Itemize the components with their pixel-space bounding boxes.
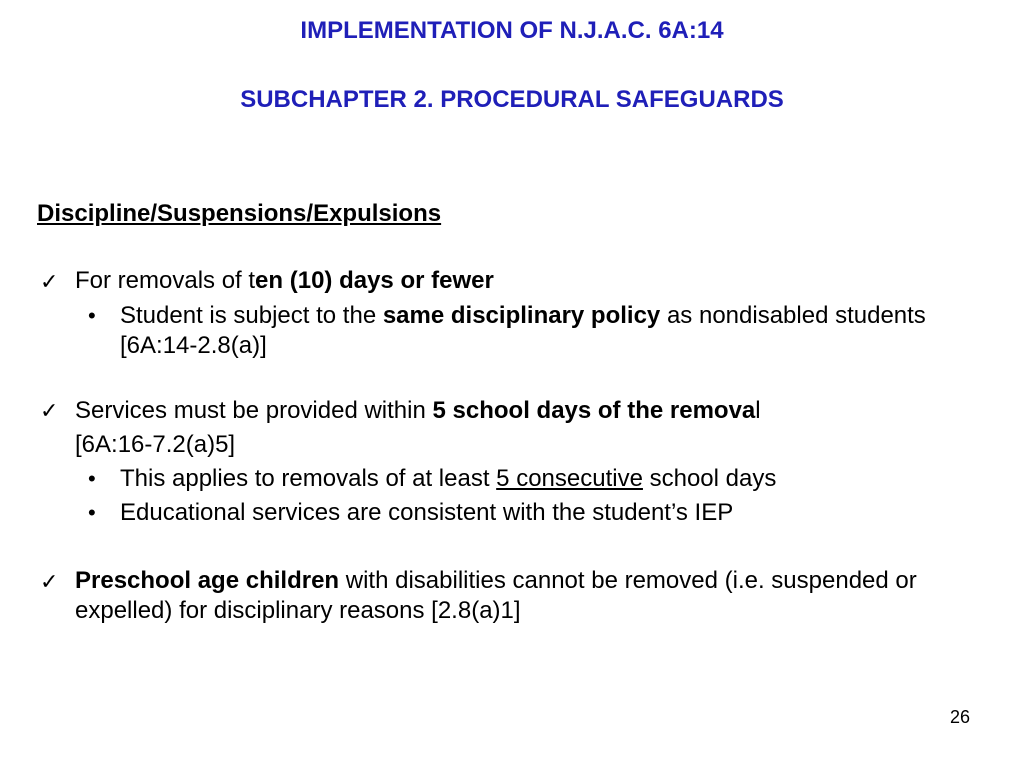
slide-subtitle: SUBCHAPTER 2. PROCEDURAL SAFEGUARDS xyxy=(240,86,784,113)
page-number: 26 xyxy=(949,707,970,727)
item-text: with disabilities cannot be removed (i.e. suspended or expelled) for disciplinary reasons [2.8(a)1] xyxy=(75,567,917,624)
section-heading: Discipline/Suspensions/Expulsions xyxy=(37,200,442,227)
checkmark-icon: ✓ xyxy=(40,569,59,594)
bullet-dot-icon: • xyxy=(88,500,96,525)
item-text: For removals of t xyxy=(75,267,256,294)
checkmark-icon: ✓ xyxy=(40,398,59,423)
item-text-end: l xyxy=(755,397,761,424)
checklist-item-services-five-days xyxy=(75,396,975,426)
slide-title: IMPLEMENTATION OF N.J.A.C. 6A:14 xyxy=(300,17,724,44)
item-bold-text: 5 school days of the remova xyxy=(432,397,756,424)
item-citation: [6A:16-7.2(a)5] xyxy=(75,431,236,458)
checkmark-icon: ✓ xyxy=(40,269,59,294)
sub-bullet-underlined-text: 5 consecutive xyxy=(496,465,643,492)
sub-bullet-text-end: as nondisabled students [6A:14-2.8(a)] xyxy=(120,302,926,359)
item-bold-text: en (10) days or fewer xyxy=(255,267,494,294)
sub-bullet-text: Student is subject to the xyxy=(120,302,383,329)
bullet-dot-icon: • xyxy=(88,303,96,328)
sub-bullet-same-policy xyxy=(120,301,980,361)
item-bold-text: Preschool age children xyxy=(75,567,340,594)
bullet-dot-icon: • xyxy=(88,466,96,491)
sub-bullet-educational-services: Educational services are consistent with the student’s IEP xyxy=(120,499,734,526)
item-text: Services must be provided within xyxy=(75,397,433,424)
sub-bullet-text-end: school days xyxy=(642,465,777,492)
sub-bullet-consecutive-days xyxy=(120,464,980,494)
sub-bullet-bold-text: same disciplinary policy xyxy=(382,302,661,329)
sub-bullet-text: This applies to removals of at least xyxy=(120,465,497,492)
checklist-item-preschool xyxy=(75,566,975,626)
checklist-item-removals-ten-days xyxy=(75,266,975,296)
